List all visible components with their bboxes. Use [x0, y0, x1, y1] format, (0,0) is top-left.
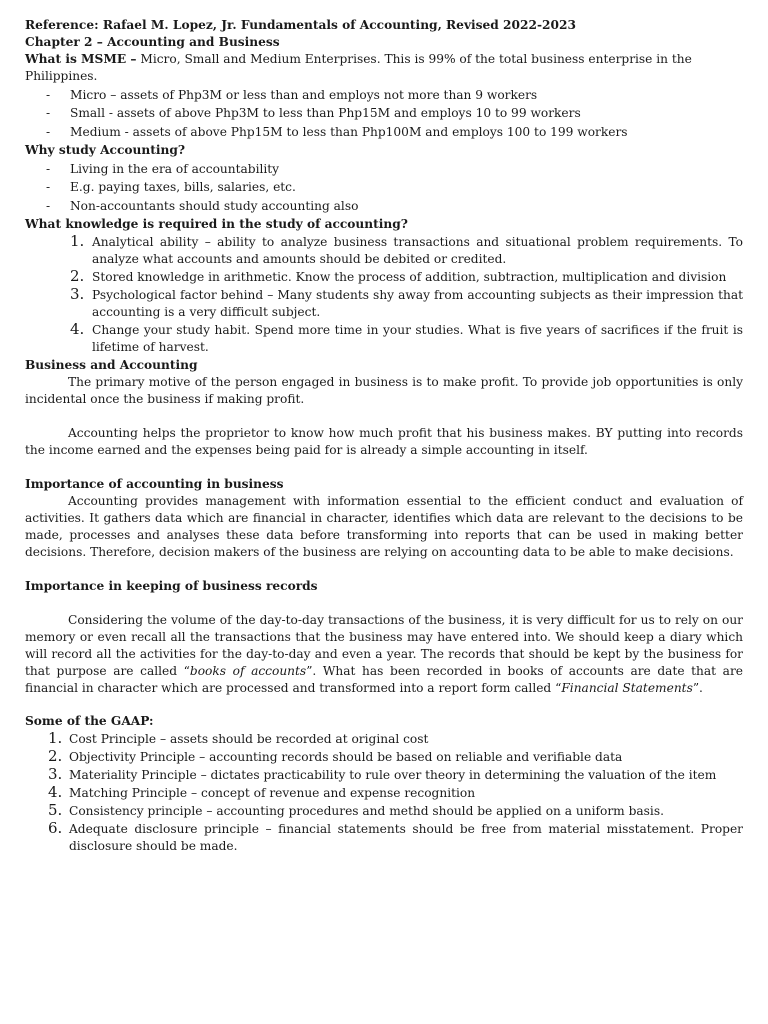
item-text: Analytical ability – ability to analyze business transactions and situational problem requirements. To analyze what accounts and amounts should be debited or credited. [92, 235, 743, 266]
importance-paragraph: Accounting provides management with information essential to the efficient conduct and evaluation of activities. It gathers data which are financial in character, identifies which data are relevant to the decisions to be made, processes and analyses these data before transforming into reports that can be used in making better decisions. Therefore, decision makers of the business are relying on accounting data to be able to make decisions. [25, 494, 743, 559]
item-text: Objectivity Principle – accounting records should be based on reliable and verifiable data [69, 750, 623, 764]
list-item [25, 287, 743, 321]
item-text: Consistency principle – accounting procedures and methd should be applied on a uniform basis. [69, 804, 664, 818]
item-text: Psychological factor behind – Many students shy away from accounting subjects as their impression that accounting is a very difficult subject. [92, 288, 743, 319]
spacer [25, 561, 743, 578]
list-item [25, 234, 743, 268]
item-number: 1. [48, 729, 63, 747]
item-number: 6. [48, 819, 63, 837]
item-text: Materiality Principle – dictates practicability to rule over theory in determining the valuation of the item [69, 768, 717, 782]
msme-answer: Micro, Small and Medium Enterprises. This is 99% of the total business enterprise in the Philippines. [25, 52, 692, 83]
list-item: - Medium - assets of above Php15M to less than Php100M and employs 100 to 199 workers [46, 124, 743, 141]
records-text-a: Considering the volume of the day-to-day transactions of the business, it is very difficult for us to rely on our memory or even recall all the transactions that the business may have entered into. We should keep a diary which will record all the activities for the day-to-day and even a year. The records that should be kept by the business for that purpose are called “ [25, 613, 743, 678]
gaap-heading: Some of the GAAP: [25, 714, 154, 728]
msme-question: What is MSME – [25, 52, 137, 66]
list-item: - Small - assets of above Php3M to less than Php15M and employs 10 to 99 workers [46, 105, 743, 122]
reference-line: Reference: Rafael M. Lopez, Jr. Fundamentals of Accounting, Revised 2022-2023 [25, 18, 576, 32]
list-item [25, 749, 743, 766]
item-number: 4. [48, 783, 63, 801]
list-item: - Living in the era of accountability [46, 161, 743, 178]
item-text: Stored knowledge in arithmetic. Know the process of addition, subtraction, multiplication and division [92, 270, 727, 284]
spacer [25, 697, 743, 713]
msme-list [25, 87, 743, 141]
records-paragraph [25, 612, 743, 697]
item-number: 1. [70, 232, 85, 250]
records-text-c: ”. [692, 681, 703, 695]
business-paragraph-2: Accounting helps the proprietor to know how much profit that his business makes. BY putting into records the income earned and the expenses being paid for is already a simple accounting in itself. [25, 426, 743, 457]
why-heading: Why study Accounting? [25, 143, 186, 157]
spacer [25, 595, 743, 612]
gaap-list [25, 731, 743, 855]
importance-heading: Importance of accounting in business [25, 477, 284, 491]
books-of-accounts-term: books of accounts [189, 664, 307, 678]
records-heading: Importance in keeping of business records [25, 579, 318, 593]
why-list [25, 161, 743, 215]
records-text-b: ”. What has been recorded in books of accounts are date that are financial in character which are processed and transformed into a report form called “ [25, 664, 743, 695]
knowledge-list [25, 234, 743, 356]
spacer [25, 408, 743, 425]
list-item [25, 269, 743, 286]
list-item [25, 731, 743, 748]
item-text: Matching Principle – concept of revenue and expense recognition [69, 786, 476, 800]
list-item [25, 785, 743, 802]
business-paragraph-1: The primary motive of the person engaged in business is to make profit. To provide job opportunities is only incidental once the business if making profit. [25, 375, 743, 406]
list-item [25, 767, 743, 784]
item-number: 5. [48, 801, 63, 819]
list-item: - Micro – assets of Php3M or less than and employs not more than 9 workers [46, 87, 743, 104]
list-item: - E.g. paying taxes, bills, salaries, etc. [46, 179, 743, 196]
list-item [25, 322, 743, 356]
msme-definition [25, 51, 743, 85]
list-item: - Non-accountants should study accounting also [46, 198, 743, 215]
chapter-title: Chapter 2 – Accounting and Business [25, 35, 280, 49]
item-text: Cost Principle – assets should be recorded at original cost [69, 732, 429, 746]
spacer [25, 459, 743, 476]
list-item [25, 803, 743, 820]
item-number: 3. [48, 765, 63, 783]
item-number: 3. [70, 285, 85, 303]
item-number: 2. [70, 267, 85, 285]
item-text: Adequate disclosure principle – financial statements should be free from material misstatement. Proper disclosure should be made. [69, 822, 743, 853]
list-item [25, 821, 743, 855]
item-number: 4. [70, 320, 85, 338]
business-heading: Business and Accounting [25, 358, 198, 372]
item-number: 2. [48, 747, 63, 765]
financial-statements-term: Financial Statements [561, 681, 693, 695]
item-text: Change your study habit. Spend more time in your studies. What is five years of sacrifices if the fruit is lifetime of harvest. [92, 323, 743, 354]
knowledge-heading: What knowledge is required in the study of accounting? [25, 217, 408, 231]
